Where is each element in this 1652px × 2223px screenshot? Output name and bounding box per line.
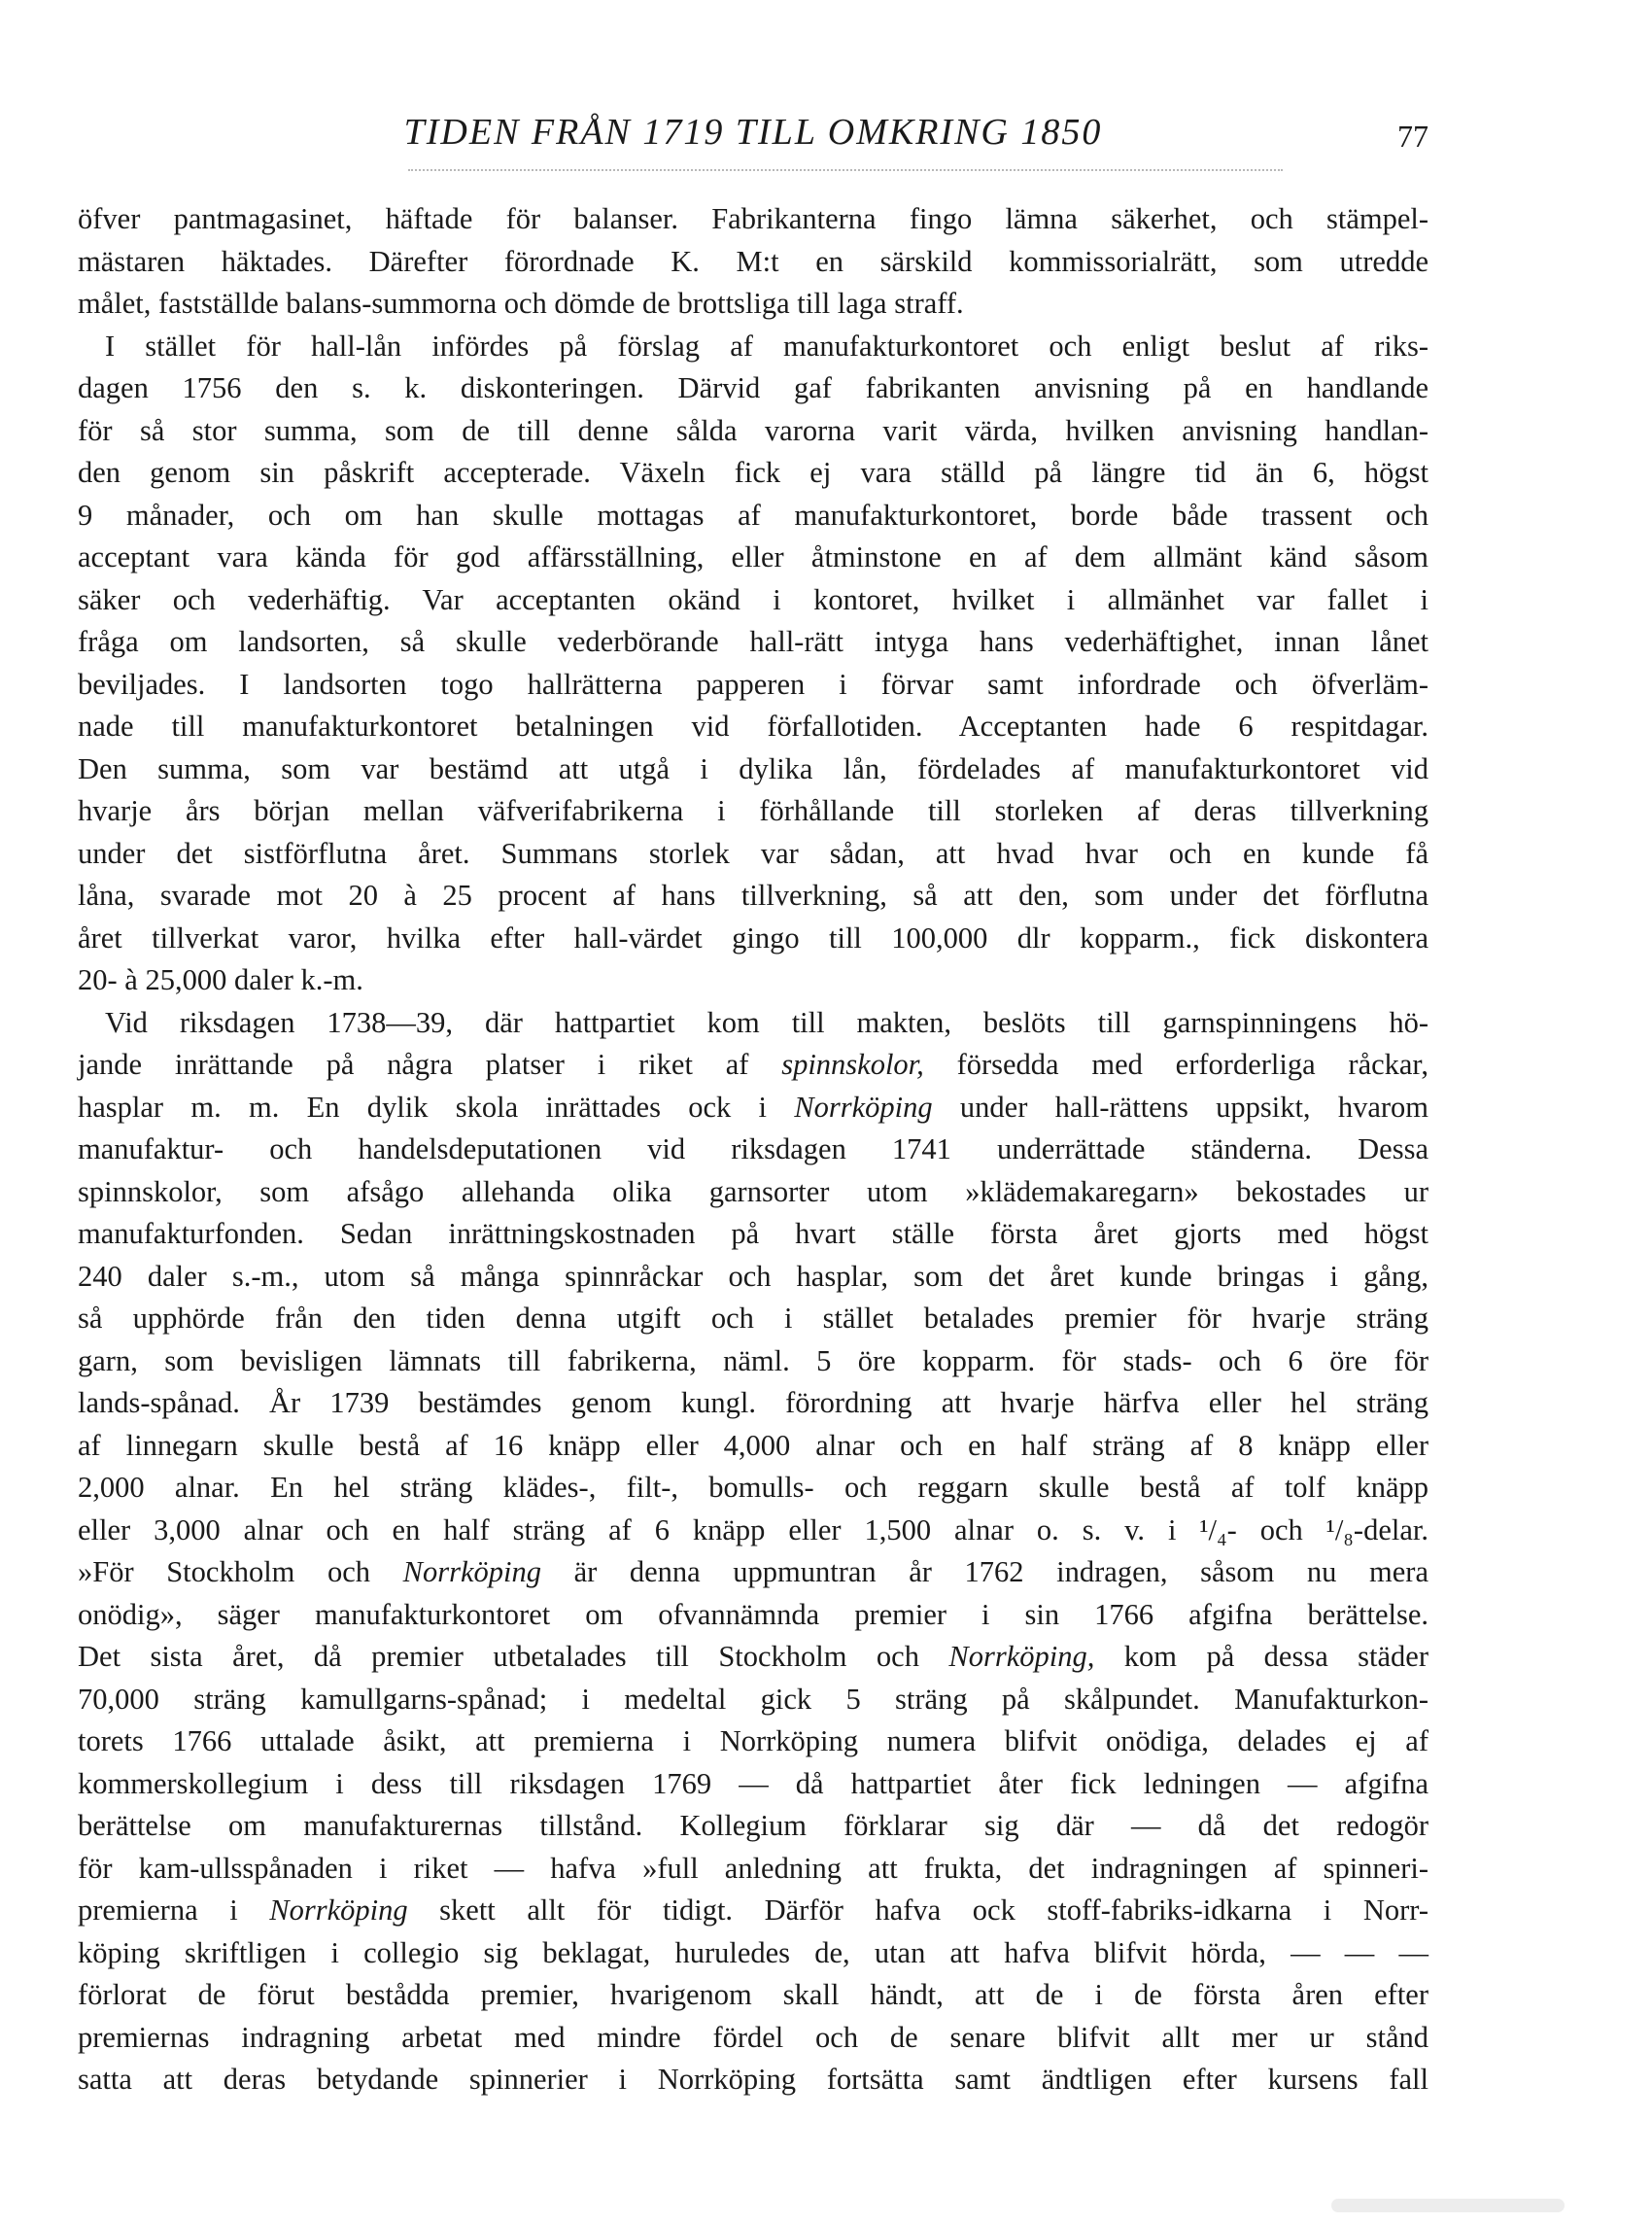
italic-text: Norrköping, <box>948 1640 1095 1673</box>
text-segment: öfver pantmagasinet, häftade för balanser. Fabrikanterna fingo lämna säkerhet, och stämpel- <box>78 202 1428 235</box>
italic-text: Norrköping <box>402 1555 541 1588</box>
text-segment: 240 daler s.-m., utom så många spinnråckar och hasplar, som det året kunde bringas i gång, <box>78 1259 1428 1293</box>
text-segment: säker och vederhäftig. Var acceptanten okänd i kontoret, hvilket i allmänhet var fallet i <box>78 582 1428 616</box>
text-line <box>78 495 1428 538</box>
text-line <box>78 1129 1428 1171</box>
text-segment: nade till manufakturkontoret betalningen vid förfallotiden. Acceptanten hade 6 respitdagar. <box>78 710 1428 743</box>
text-line <box>78 241 1428 284</box>
text-segment: jande inrättande på några platser i riket af <box>78 1048 782 1081</box>
text-line <box>78 1679 1428 1721</box>
text-segment: för så stor summa, som de till denne sålda varorna varit värda, hvilken anvisning handlan- <box>78 413 1428 447</box>
text-segment: kom på dessa städer <box>1094 1640 1429 1673</box>
text-segment: garn, som bevisligen lämnats till fabrikerna, näml. 5 öre kopparm. för stads- och 6 öre för <box>78 1343 1428 1377</box>
text-segment: skett allt för tidigt. Därför hafva ock stoff-fabriks-idkarna i Norr- <box>407 1893 1428 1927</box>
text-segment: »För Stockholm och <box>78 1555 403 1588</box>
text-segment: kommerskollegium i dess till riksdagen 1769 — då hattpartiet åter fick ledningen — afgifna <box>78 1766 1428 1800</box>
text-segment: hasplar m. m. En dylik skola inrättades ock i <box>78 1090 795 1124</box>
text-line <box>78 1805 1428 1848</box>
text-line <box>78 1044 1428 1087</box>
text-line <box>78 706 1428 748</box>
text-segment: acceptant vara kända för god affärsställning, eller åtminstone en af dem allmänt känd såsom <box>78 540 1428 573</box>
text-segment: I stället för hall-lån infördes på förslag af manufakturkontoret och enligt beslut af riks- <box>105 329 1428 363</box>
text-segment: så upphörde från den tiden denna utgift och i stället betalades premier för hvarje sträng <box>78 1302 1428 1335</box>
text-line <box>78 748 1428 791</box>
text-line <box>78 664 1428 707</box>
text-segment: premiernas indragning arbetat med mindre fördel och de senare blifvit allt mer ur stånd <box>78 2020 1428 2054</box>
scan-smudge <box>1331 2199 1565 2212</box>
text-line <box>78 452 1428 495</box>
text-line <box>78 2017 1428 2060</box>
text-segment: fråga om landsorten, så skulle vederbörande hall-rätt intyga hans vederhäftighet, innan lånet <box>78 625 1428 658</box>
text-line <box>78 833 1428 876</box>
text-line <box>78 1467 1428 1510</box>
text-line <box>78 326 1428 368</box>
text-segment: 70,000 sträng kamullgarns-spånad; i medeltal gick 5 sträng på skålpundet. Manufakturkon- <box>78 1682 1428 1716</box>
text-segment: Den summa, som var bestämd att utgå i dylika lån, fördelades af manufakturkontoret vid <box>78 751 1428 785</box>
text-segment: försedda med erforderliga råckar, <box>923 1048 1428 1081</box>
text-line <box>78 1974 1428 2017</box>
text-segment: satta att deras betydande spinnerier i Norrköping fortsätta samt ändtligen efter kursens fall <box>78 2063 1428 2096</box>
text-line <box>78 2059 1428 2101</box>
text-line <box>78 1551 1428 1594</box>
text-line <box>78 1594 1428 1637</box>
text-line <box>78 621 1428 664</box>
text-line <box>78 1636 1428 1679</box>
text-segment: förlorat de förut bestådda premier, hvarigenom skall händt, att de i de första åren efter <box>78 1978 1428 2011</box>
text-line <box>78 1087 1428 1129</box>
text-line <box>78 1932 1428 1975</box>
text-segment: berättelse om manufakturernas tillstånd. Kollegium förklarar sig där — då det redogör <box>78 1809 1428 1842</box>
text-line <box>78 959 1428 1002</box>
text-line <box>78 875 1428 918</box>
running-header <box>78 105 1428 163</box>
text-segment: premierna i <box>78 1893 270 1927</box>
text-segment: är denna uppmuntran år 1762 indragen, såsom nu mera <box>540 1555 1428 1588</box>
text-segment: manufaktur- och handelsdeputationen vid riksdagen 1741 underrättade ständerna. Dessa <box>78 1132 1428 1165</box>
page-number: 77 <box>1397 119 1428 154</box>
text-segment: 2,000 alnar. En hel sträng klädes-, filt-, bomulls- och reggarn skulle bestå af tolf knäpp <box>78 1471 1428 1504</box>
text-line <box>78 1298 1428 1340</box>
text-line <box>78 1382 1428 1425</box>
text-line <box>78 1171 1428 1214</box>
text-line <box>78 1720 1428 1763</box>
text-line <box>78 1256 1428 1299</box>
text-segment: året tillverkat varor, hvilka efter hall-värdet gingo till 100,000 dlr kopparm., fick diskontera <box>78 920 1428 955</box>
text-segment: spinnskolor, som afsågo allehanda olika garnsorter utom »klädemakaregarn» bekostades ur <box>78 1174 1428 1208</box>
text-segment: låna, svarade mot 20 à 25 procent af hans tillverkning, så att den, som under det förflutna <box>78 879 1428 912</box>
text-segment: onödig», säger manufakturkontoret om ofvannämnda premier i sin 1766 afgifna berättelse. <box>78 1597 1428 1631</box>
text-segment: målet, fastställde balans-summorna och dömde de brottsliga till laga straff. <box>78 287 964 320</box>
header-rule <box>408 169 1283 171</box>
text-segment: under hall-rättens uppsikt, hvarom <box>932 1090 1428 1124</box>
text-segment: Det sista året, då premier utbetalades till Stockholm och <box>78 1640 949 1673</box>
text-line <box>78 1848 1428 1891</box>
text-line <box>78 1002 1428 1045</box>
text-segment: beviljades. I landsorten togo hallrätterna papperen i förvar samt infordrade och öfverläm- <box>78 667 1428 701</box>
text-segment: manufakturfonden. Sedan inrättningskostnaden på hvart ställe första året gjorts med högst <box>78 1217 1428 1250</box>
text-line <box>78 1763 1428 1806</box>
text-line <box>78 790 1428 833</box>
text-segment: hvarje års början mellan väfverifabrikerna i förhållande till storleken af deras tillverkning <box>78 794 1428 827</box>
italic-text: spinnskolor, <box>781 1048 924 1081</box>
text-line <box>78 198 1428 241</box>
text-line <box>78 1213 1428 1256</box>
text-segment: eller 3,000 alnar och en half sträng af 6 knäpp eller 1,500 alnar o. s. v. i ¹/₄- och ¹/₈-delar. <box>78 1512 1428 1546</box>
text-line <box>78 410 1428 453</box>
text-line <box>78 1510 1428 1552</box>
text-segment: af linnegarn skulle bestå af 16 knäpp eller 4,000 alnar och en half sträng af 8 knäpp eller <box>78 1428 1428 1462</box>
text-segment: under det sistförflutna året. Summans storlek var sådan, att hvad hvar och en kunde få <box>78 836 1428 870</box>
text-segment: 20- à 25,000 daler k.-m. <box>78 963 363 996</box>
text-segment: köping skriftligen i collegio sig beklagat, huruledes de, utan att hafva blifvit hörda, — — — <box>78 1935 1428 1969</box>
text-segment: mästaren häktades. Därefter förordnade K. M:t en särskild kommissorialrätt, som utredde <box>78 244 1428 278</box>
italic-text: Norrköping <box>794 1090 933 1124</box>
italic-text: Norrköping <box>269 1893 408 1927</box>
text-segment: den genom sin påskrift accepterade. Växeln fick ej vara ställd på längre tid än 6, högst <box>78 456 1428 489</box>
text-segment: Vid riksdagen 1738—39, där hattpartiet kom till makten, beslöts till garnspinningens hö- <box>105 1005 1428 1039</box>
text-segment: torets 1766 uttalade åsikt, att premierna i Norrköping numera blifvit onödiga, delades ej af <box>78 1724 1428 1757</box>
text-segment: dagen 1756 den s. k. diskonteringen. Därvid gaf fabrikanten anvisning på en handlande <box>78 371 1428 404</box>
body-text <box>78 198 1428 2101</box>
running-title: TIDEN FRÅN 1719 TILL OMKRING 1850 <box>403 112 1103 153</box>
text-line <box>78 918 1428 960</box>
text-line <box>78 537 1428 579</box>
text-segment: för kam-ullsspånaden i riket — hafva »full anledning att frukta, det indragningen af spinneri- <box>78 1851 1428 1885</box>
text-line <box>78 367 1428 410</box>
text-line <box>78 283 1428 326</box>
text-line <box>78 1890 1428 1932</box>
text-line <box>78 1340 1428 1383</box>
text-segment: 9 månader, och om han skulle mottagas af manufakturkontoret, borde både trassent och <box>78 498 1428 532</box>
text-line <box>78 579 1428 622</box>
text-line <box>78 1425 1428 1468</box>
text-segment: lands-spånad. År 1739 bestämdes genom kungl. förordning att hvarje härfva eller hel sträng <box>78 1386 1428 1419</box>
